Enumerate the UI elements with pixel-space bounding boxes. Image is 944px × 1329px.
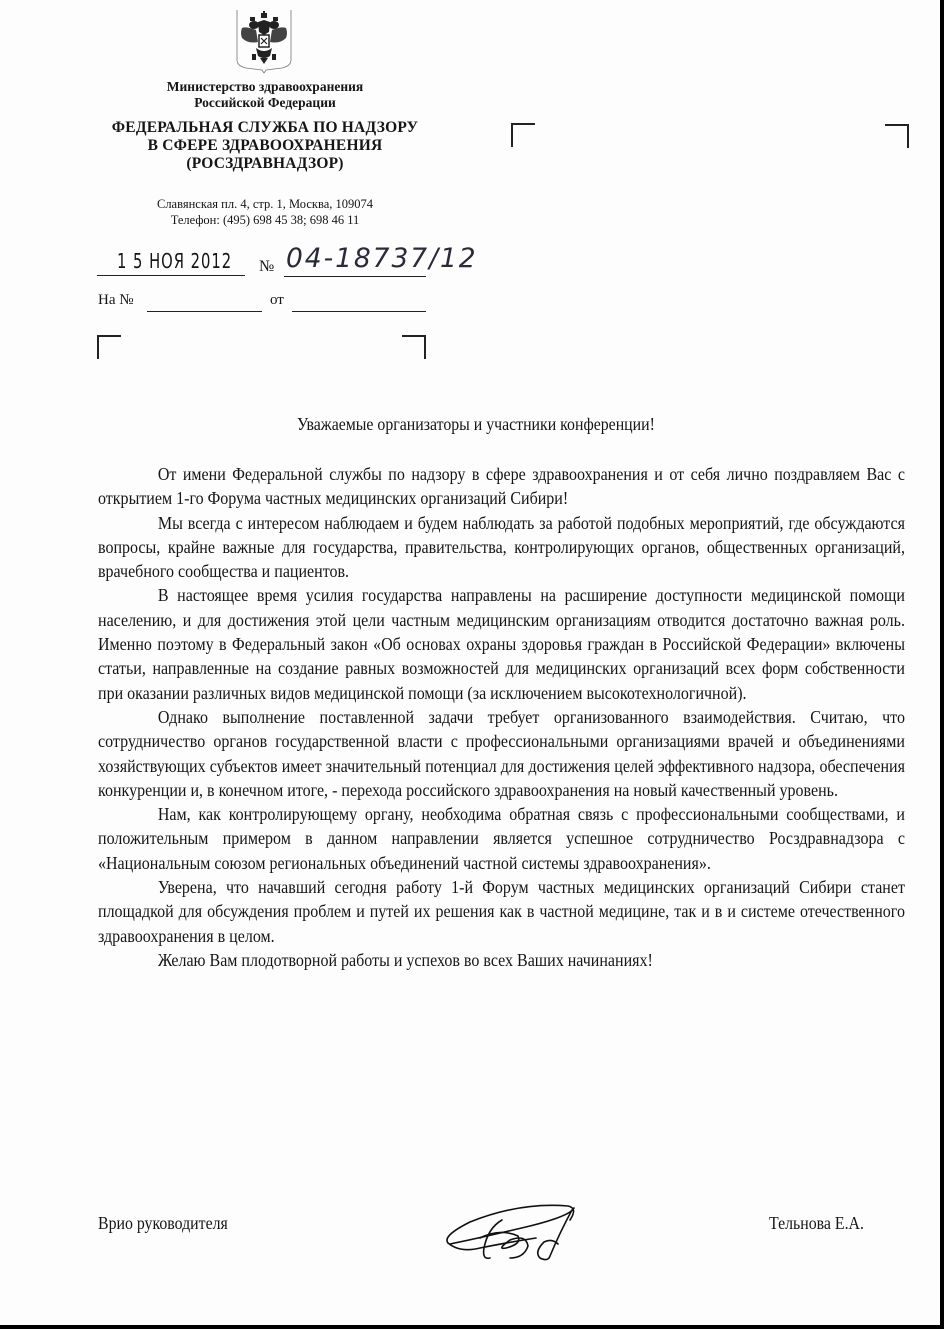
handwritten-signature-icon bbox=[440, 1198, 590, 1268]
registration-number: 04-18737/12 bbox=[286, 243, 478, 274]
paragraph: От имени Федеральной службы по надзору в сфере здравоохранения и от себя лично поздравляем Вас с открытием 1-го Форума частных медицинских организаций Сибири! bbox=[98, 464, 905, 509]
address-corner-top-right bbox=[885, 124, 909, 148]
paragraph: Уверена, что начавший сегодня работу 1-й Форум частных медицинских организаций Сибири станет площадкой для обсуждения проблем и путей их решения как в частной медицине, так и в и системе отечественного здравоохранения в целом. bbox=[98, 877, 905, 946]
contact-info bbox=[100, 196, 430, 228]
reference-date-blank bbox=[292, 311, 426, 312]
address-corner-top-left bbox=[511, 123, 535, 147]
paragraph: Однако выполнение поставленной задачи требует организованного взаимодействия. Считаю, что сотрудничество органов государственной власти с профессиональными организациями врачей и объединениями хозяйствующих субъектов имеет значительный потенциал для достижения целей эффективного надзора, обеспечения конкуренции и, в конечном итоге, - перехода российского здравоохранения на новый качественный уровень. bbox=[98, 706, 905, 800]
address: Славянская пл. 4, стр. 1, Москва, 109074 bbox=[156, 197, 373, 211]
ministry-line1: Министерство здравоохранения bbox=[166, 79, 364, 94]
russian-coat-of-arms-icon bbox=[234, 8, 294, 74]
service-line1: ФЕДЕРАЛЬНАЯ СЛУЖБА ПО НАДЗОРУ bbox=[111, 119, 419, 136]
subject-corner-top-right bbox=[402, 335, 426, 359]
scan-edge-bottom bbox=[0, 1325, 944, 1329]
paragraph: Желаю Вам плодотворной работы и успехов во всех Ваших начинаниях! bbox=[157, 949, 653, 970]
date-underline bbox=[97, 275, 245, 276]
service-line3: (РОСЗДРАВНАДЗОР) bbox=[186, 155, 344, 172]
signatory-role: Врио руководителя bbox=[98, 1213, 228, 1233]
service-line2: В СФЕРЕ ЗДРАВООХРАНЕНИЯ bbox=[147, 137, 383, 154]
subject-corner-top-left bbox=[97, 335, 121, 359]
ministry-line2: Российской Федерации bbox=[194, 94, 336, 110]
reference-number-blank bbox=[147, 311, 262, 312]
date-stamp: 1 5 НОЯ 2012 bbox=[117, 249, 233, 273]
salutation: Уважаемые организаторы и участники конференции! bbox=[297, 414, 655, 434]
number-sign: № bbox=[259, 258, 275, 275]
number-underline bbox=[284, 276, 426, 277]
scan-edge-right bbox=[940, 0, 944, 1329]
phone: Телефон: (495) 698 45 38; 698 46 11 bbox=[170, 213, 360, 227]
reference-number-label: На № bbox=[98, 292, 134, 308]
letter-body bbox=[98, 462, 905, 972]
paragraph: Нам, как контролирующему органу, необходима обратная связь с профессиональными сообществами, и положительным примером в данном направлении является успешное сотрудничество Росздравнадзора с «Национальным союзом региональных объединений частной системы здравоохранения». bbox=[98, 804, 905, 873]
paragraph: В настоящее время усилия государства направлены на расширение доступности медицинской помощи населению, и для достижения этой цели частным медицинским организациям отводится достаточно важная роль. Именно поэтому в Федеральный закон «Об основах охраны здоровья граждан в Российской Федерации» включены статьи, направленные на создание равных возможностей для медицинских организаций всех форм собственности при оказании различных видов медицинской помощи (за исключением высокотехнологичной). bbox=[98, 585, 905, 703]
signatory-name: Тельнова Е.А. bbox=[769, 1213, 864, 1233]
service-name bbox=[85, 119, 445, 173]
reference-date-label: от bbox=[270, 292, 284, 308]
ministry-name bbox=[100, 79, 430, 110]
paragraph: Мы всегда с интересом наблюдаем и будем наблюдать за работой подобных мероприятий, где обсуждаются вопросы, крайне важные для государства, правительства, контролирующих органов, общественных организаций, врачебного сообщества и пациентов. bbox=[98, 512, 905, 582]
